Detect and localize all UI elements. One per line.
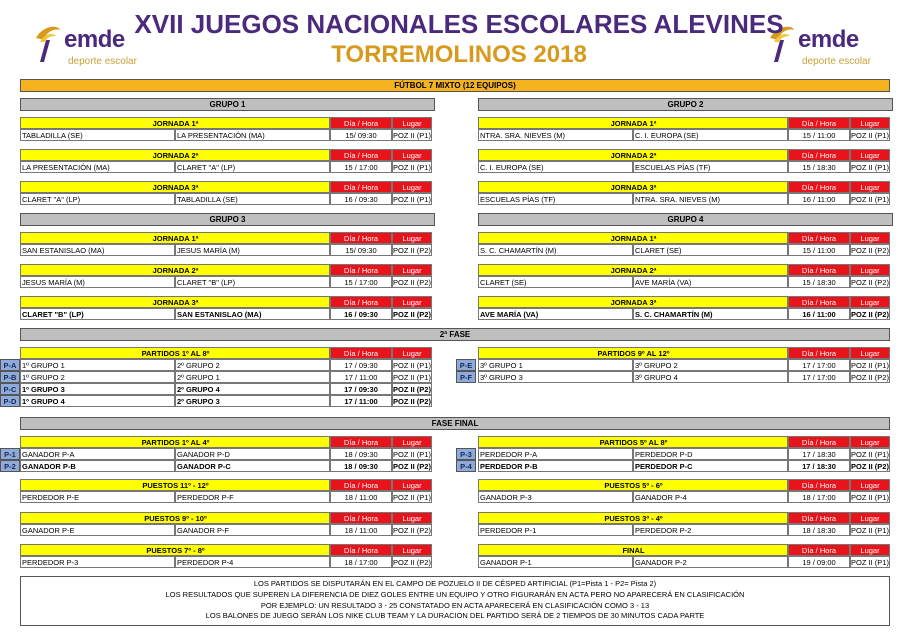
match-venue: POZ II (P1) <box>851 493 889 502</box>
match-time: 17 / 11:00 <box>330 395 392 407</box>
team-away: 3º GRUPO 2 <box>633 359 788 371</box>
group-header: GRUPO 4 <box>478 213 893 226</box>
match-row <box>20 524 432 536</box>
dia-hora-header: Día / Hora <box>788 479 850 491</box>
jornada-label: PARTIDOS 5º AL 8º <box>478 436 788 448</box>
lugar-header: Lugar <box>392 347 432 359</box>
group-header: GRUPO 1 <box>20 98 435 111</box>
match-venue: POZ II (P2) <box>393 385 431 394</box>
match-row <box>20 556 432 568</box>
match-block <box>20 264 432 288</box>
team-home: 1º GRUPO 3 <box>20 383 175 395</box>
match-row <box>478 460 890 472</box>
match-time: 17 / 18:30 <box>788 448 850 460</box>
lugar-header: Lugar <box>392 479 432 491</box>
match-row <box>20 383 432 395</box>
match-venue: POZ II (P2) <box>851 373 889 382</box>
match-time: 15 / 11:00 <box>788 129 850 141</box>
lugar-header: Lugar <box>392 117 432 129</box>
match-venue: POZ II (P2) <box>851 246 889 255</box>
match-block <box>20 296 432 320</box>
team-away: JESUS MARÍA (M) <box>175 244 330 256</box>
team-away: GANADOR P-D <box>175 448 330 460</box>
team-away: PERDEDOR P-4 <box>175 556 330 568</box>
match-venue: POZ II (P2) <box>393 246 431 255</box>
team-home: PERDEDOR P-3 <box>20 556 175 568</box>
note-line: LOS PARTIDOS SE DISPUTARÁN EN EL CAMPO DE POZUELO II DE CÉSPED ARTIFICIAL (P1=Pista 1 - P2= Pista 2) <box>253 579 657 588</box>
block-header <box>478 544 890 556</box>
team-home: LA PRESENTACIÓN (MA) <box>20 161 175 173</box>
dia-hora-header: Día / Hora <box>788 436 850 448</box>
match-block <box>478 436 890 472</box>
match-venue: POZ II (P1) <box>393 493 431 502</box>
match-venue: POZ II (P2) <box>393 462 431 471</box>
block-header <box>20 149 432 161</box>
block-header <box>478 347 890 359</box>
match-venue: POZ II (P1) <box>851 526 889 535</box>
match-block <box>478 544 890 568</box>
match-time: 18 / 17:00 <box>788 491 850 503</box>
match-time: 18 / 11:00 <box>330 491 392 503</box>
team-home: 3º GRUPO 1 <box>478 359 633 371</box>
match-row <box>478 371 890 383</box>
block-header <box>478 512 890 524</box>
block-header <box>20 117 432 129</box>
competition-bar: FÚTBOL 7 MIXTO (12 EQUIPOS) <box>20 79 890 92</box>
team-home: CLARET "B" (LP) <box>20 308 175 320</box>
jornada-label: JORNADA 2ª <box>478 264 788 276</box>
team-away: 2º GRUPO 3 <box>175 395 330 407</box>
lugar-header: Lugar <box>850 512 890 524</box>
note-line: POR EJEMPLO: UN RESULTADO 3 - 25 CONSTATADO EN ACTA APARECERÁ EN CLASIFICACIÓN COMO 3 - 13 <box>260 600 650 610</box>
dia-hora-header: Día / Hora <box>788 232 850 244</box>
team-away: CLARET (SE) <box>633 244 788 256</box>
logo-brand: emde <box>64 26 125 53</box>
match-time: 17 / 11:00 <box>330 371 392 383</box>
jornada-label: JORNADA 3ª <box>20 181 330 193</box>
block-header <box>20 544 432 556</box>
match-venue: POZ II (P2) <box>851 310 889 319</box>
team-home: GANADOR P-A <box>20 448 175 460</box>
match-time: 16 / 11:00 <box>788 193 850 205</box>
match-block <box>478 296 890 320</box>
dia-hora-header: Día / Hora <box>330 264 392 276</box>
match-row <box>20 448 432 460</box>
match-code-tag: P-B <box>0 371 20 383</box>
match-time: 18 / 09:30 <box>330 448 392 460</box>
team-away: GANADOR P-F <box>175 524 330 536</box>
team-home: 1º GRUPO 1 <box>20 359 175 371</box>
team-away: S. C. CHAMARTÍN (M) <box>633 308 788 320</box>
team-home: ESCUELAS PÍAS (TF) <box>478 193 633 205</box>
block-header <box>20 479 432 491</box>
block-header <box>20 436 432 448</box>
match-row <box>478 308 890 320</box>
team-home: PERDEDOR P-B <box>478 460 633 472</box>
jornada-label: JORNADA 2ª <box>20 264 330 276</box>
lugar-header: Lugar <box>850 264 890 276</box>
lugar-header: Lugar <box>850 181 890 193</box>
team-away: GANADOR P-C <box>175 460 330 472</box>
match-time: 15/ 09:30 <box>330 129 392 141</box>
jornada-label: JORNADA 3ª <box>478 181 788 193</box>
match-row <box>20 460 432 472</box>
block-header <box>20 181 432 193</box>
team-home: 3º GRUPO 3 <box>478 371 633 383</box>
match-code-tag: P-E <box>456 359 476 371</box>
match-block <box>20 149 432 173</box>
dia-hora-header: Día / Hora <box>788 117 850 129</box>
lugar-header: Lugar <box>850 296 890 308</box>
match-code-tag: P-3 <box>456 448 476 460</box>
team-away: CLARET "B" (LP) <box>175 276 330 288</box>
match-row <box>478 359 890 371</box>
match-time: 18 / 18:30 <box>788 524 850 536</box>
phase-header: 2ª FASE <box>20 328 890 341</box>
match-venue: POZ II (P1) <box>393 361 431 370</box>
lugar-header: Lugar <box>392 264 432 276</box>
match-block <box>20 479 432 503</box>
match-venue: POZ II (P1) <box>851 131 889 140</box>
match-time: 17 / 17:00 <box>788 359 850 371</box>
team-home: GANADOR P-B <box>20 460 175 472</box>
jornada-label: JORNADA 1ª <box>20 232 330 244</box>
dia-hora-header: Día / Hora <box>788 264 850 276</box>
match-row <box>20 491 432 503</box>
match-venue: POZ II (P1) <box>393 131 431 140</box>
match-code-tag: P-2 <box>0 460 20 472</box>
team-home: 1º GRUPO 2 <box>20 371 175 383</box>
match-row <box>20 308 432 320</box>
match-row <box>20 193 432 205</box>
team-home: SAN ESTANISLAO (MA) <box>20 244 175 256</box>
dia-hora-header: Día / Hora <box>330 436 392 448</box>
team-away: ESCUELAS PÍAS (TF) <box>633 161 788 173</box>
team-away: AVE MARÍA (VA) <box>633 276 788 288</box>
match-venue: POZ II (P1) <box>851 163 889 172</box>
match-block <box>20 232 432 256</box>
logo-sub: deporte escolar <box>68 56 137 67</box>
lugar-header: Lugar <box>392 512 432 524</box>
match-venue: POZ II (P2) <box>393 526 431 535</box>
team-away: CLARET "A" (LP) <box>175 161 330 173</box>
match-time: 19 / 09:00 <box>788 556 850 568</box>
lugar-header: Lugar <box>392 232 432 244</box>
block-header <box>20 264 432 276</box>
match-time: 18 / 17:00 <box>330 556 392 568</box>
match-row <box>20 244 432 256</box>
dia-hora-header: Día / Hora <box>788 149 850 161</box>
match-time: 17 / 17:00 <box>788 371 850 383</box>
match-code-tag: P-A <box>0 359 20 371</box>
team-away: PERDEDOR P-C <box>633 460 788 472</box>
match-block <box>20 117 432 141</box>
team-home: GANADOR P-3 <box>478 491 633 503</box>
match-block <box>478 232 890 256</box>
notes-box <box>20 576 890 626</box>
match-row <box>478 524 890 536</box>
block-header <box>478 181 890 193</box>
match-time: 15 / 11:00 <box>788 244 850 256</box>
match-time: 15/ 09:30 <box>330 244 392 256</box>
lugar-header: Lugar <box>392 436 432 448</box>
jornada-label: PARTIDOS 1º AL 8º <box>20 347 330 359</box>
match-block <box>478 149 890 173</box>
match-venue: POZ II (P1) <box>393 373 431 382</box>
team-away: PERDEDOR P-2 <box>633 524 788 536</box>
match-time: 15 / 18:30 <box>788 276 850 288</box>
match-row <box>20 359 432 371</box>
jornada-label: PARTIDOS 9º AL 12º <box>478 347 788 359</box>
match-venue: POZ II (P1) <box>393 195 431 204</box>
jornada-label: JORNADA 3ª <box>20 296 330 308</box>
lugar-header: Lugar <box>850 232 890 244</box>
jornada-label: JORNADA 3ª <box>478 296 788 308</box>
dia-hora-header: Día / Hora <box>330 232 392 244</box>
match-time: 18 / 09:30 <box>330 460 392 472</box>
team-home: PERDEDOR P-1 <box>478 524 633 536</box>
lugar-header: Lugar <box>392 544 432 556</box>
match-time: 16 / 11:00 <box>788 308 850 320</box>
match-venue: POZ II (P1) <box>851 558 889 567</box>
dia-hora-header: Día / Hora <box>788 296 850 308</box>
match-block <box>20 181 432 205</box>
block-header <box>20 232 432 244</box>
dia-hora-header: Día / Hora <box>330 181 392 193</box>
lugar-header: Lugar <box>392 296 432 308</box>
jornada-label: PUESTOS 7º - 8º <box>20 544 330 556</box>
match-row <box>20 129 432 141</box>
match-venue: POZ II (P1) <box>393 450 431 459</box>
jornada-label: JORNADA 2ª <box>20 149 330 161</box>
match-block <box>478 347 890 383</box>
match-row <box>20 161 432 173</box>
team-away: LA PRESENTACIÓN (MA) <box>175 129 330 141</box>
match-block <box>478 479 890 503</box>
match-venue: POZ II (P2) <box>851 462 889 471</box>
match-row <box>478 193 890 205</box>
block-header <box>20 512 432 524</box>
block-header <box>20 296 432 308</box>
match-venue: POZ II (P1) <box>851 361 889 370</box>
team-home: CLARET (SE) <box>478 276 633 288</box>
block-header <box>478 479 890 491</box>
block-header <box>20 347 432 359</box>
match-block <box>478 181 890 205</box>
lugar-header: Lugar <box>392 149 432 161</box>
jornada-label: JORNADA 2ª <box>478 149 788 161</box>
team-away: GANADOR P-2 <box>633 556 788 568</box>
lugar-header: Lugar <box>392 181 432 193</box>
jornada-label: JORNADA 1ª <box>478 117 788 129</box>
match-code-tag: P-C <box>0 383 20 395</box>
match-time: 15 / 17:00 <box>330 161 392 173</box>
match-block <box>20 512 432 536</box>
note-line: LOS RESULTADOS QUE SUPEREN LA DIFERENCIA DE DIEZ GOLES ENTRE UN EQUIPO Y OTRO FIGURARÁN EN ACTA PERO NO APARECERÁ EN CLASIFICACIÓN <box>165 589 745 599</box>
match-row <box>20 371 432 383</box>
block-header <box>478 149 890 161</box>
block-header <box>478 436 890 448</box>
team-away: NTRA. SRA. NIEVES (M) <box>633 193 788 205</box>
jornada-label: PUESTOS 3º - 4º <box>478 512 788 524</box>
block-header <box>478 232 890 244</box>
match-row <box>478 244 890 256</box>
note-line: LOS BALONES DE JUEGO SERÁN LOS NIKE CLUB TEAM Y LA DURACION DEL PARTIDO SERÁ DE 2 TIEMPOS DE 30 MINUTOS CADA PARTE <box>205 611 705 621</box>
match-time: 15 / 18:30 <box>788 161 850 173</box>
match-code-tag: P-4 <box>456 460 476 472</box>
match-block <box>478 512 890 536</box>
dia-hora-header: Día / Hora <box>788 512 850 524</box>
match-row <box>478 276 890 288</box>
dia-hora-header: Día / Hora <box>330 512 392 524</box>
page-title: XVII JUEGOS NACIONALES ESCOLARES ALEVINES <box>134 9 784 39</box>
block-header <box>478 264 890 276</box>
match-venue: POZ II (P2) <box>393 397 431 406</box>
match-venue: POZ II (P2) <box>393 558 431 567</box>
block-header <box>478 117 890 129</box>
match-block <box>478 117 890 141</box>
match-time: 17 / 09:30 <box>330 359 392 371</box>
match-venue: POZ II (P1) <box>851 195 889 204</box>
team-home: GANADOR P-E <box>20 524 175 536</box>
group-header: GRUPO 3 <box>20 213 435 226</box>
match-row <box>478 448 890 460</box>
jornada-label: PUESTOS 11º - 12º <box>20 479 330 491</box>
jornada-label: JORNADA 1ª <box>478 232 788 244</box>
match-time: 15 / 17:00 <box>330 276 392 288</box>
dia-hora-header: Día / Hora <box>788 544 850 556</box>
logo-sub: deporte escolar <box>802 56 871 67</box>
match-row <box>478 161 890 173</box>
dia-hora-header: Día / Hora <box>330 117 392 129</box>
team-home: PERDEDOR P-E <box>20 491 175 503</box>
jornada-label: PUESTOS 9º - 10º <box>20 512 330 524</box>
lugar-header: Lugar <box>850 149 890 161</box>
match-venue: POZ II (P2) <box>393 310 431 319</box>
dia-hora-header: Día / Hora <box>788 347 850 359</box>
jornada-label: FINAL <box>478 544 788 556</box>
match-row <box>20 276 432 288</box>
match-venue: POZ II (P1) <box>851 450 889 459</box>
lugar-header: Lugar <box>850 436 890 448</box>
team-home: TABLADILLA (SE) <box>20 129 175 141</box>
dia-hora-header: Día / Hora <box>330 544 392 556</box>
match-block <box>478 264 890 288</box>
lugar-header: Lugar <box>850 479 890 491</box>
match-code-tag: P-D <box>0 395 20 407</box>
match-code-tag: P-F <box>456 371 476 383</box>
team-home: PERDEDOR P-A <box>478 448 633 460</box>
team-away: SAN ESTANISLAO (MA) <box>175 308 330 320</box>
match-row <box>20 395 432 407</box>
lugar-header: Lugar <box>850 544 890 556</box>
match-venue: POZ II (P1) <box>393 163 431 172</box>
match-time: 17 / 18:30 <box>788 460 850 472</box>
team-away: 2º GRUPO 2 <box>175 359 330 371</box>
team-away: 2º GRUPO 1 <box>175 371 330 383</box>
dia-hora-header: Día / Hora <box>788 181 850 193</box>
match-row <box>478 129 890 141</box>
match-row <box>478 491 890 503</box>
match-block <box>20 347 432 407</box>
dia-hora-header: Día / Hora <box>330 296 392 308</box>
jornada-label: JORNADA 1ª <box>20 117 330 129</box>
team-away: TABLADILLA (SE) <box>175 193 330 205</box>
phase-header: FASE FINAL <box>20 417 890 430</box>
match-time: 16 / 09:30 <box>330 193 392 205</box>
lugar-header: Lugar <box>850 347 890 359</box>
team-home: S. C. CHAMARTÍN (M) <box>478 244 633 256</box>
team-home: C. I. EUROPA (SE) <box>478 161 633 173</box>
jornada-label: PUESTOS 5º - 6º <box>478 479 788 491</box>
match-time: 17 / 09:30 <box>330 383 392 395</box>
match-block <box>20 544 432 568</box>
team-away: C. I. EUROPA (SE) <box>633 129 788 141</box>
dia-hora-header: Día / Hora <box>330 149 392 161</box>
team-home: CLARET "A" (LP) <box>20 193 175 205</box>
dia-hora-header: Día / Hora <box>330 479 392 491</box>
team-away: 2º GRUPO 4 <box>175 383 330 395</box>
logo-brand: emde <box>798 26 859 53</box>
team-home: GANADOR P-1 <box>478 556 633 568</box>
match-time: 16 / 09:30 <box>330 308 392 320</box>
team-away: GANADOR P-4 <box>633 491 788 503</box>
team-home: 1º GRUPO 4 <box>20 395 175 407</box>
group-header: GRUPO 2 <box>478 98 893 111</box>
team-home: NTRA. SRA. NIEVES (M) <box>478 129 633 141</box>
match-venue: POZ II (P2) <box>393 278 431 287</box>
team-away: 3º GRUPO 4 <box>633 371 788 383</box>
team-away: PERDEDOR P-D <box>633 448 788 460</box>
jornada-label: PARTIDOS 1º AL 4º <box>20 436 330 448</box>
match-code-tag: P-1 <box>0 448 20 460</box>
team-home: AVE MARÍA (VA) <box>478 308 633 320</box>
page-subtitle: TORREMOLINOS 2018 <box>331 41 587 68</box>
block-header <box>478 296 890 308</box>
match-time: 18 / 11:00 <box>330 524 392 536</box>
team-home: JESUS MARÍA (M) <box>20 276 175 288</box>
team-away: PERDEDOR P-F <box>175 491 330 503</box>
match-venue: POZ II (P2) <box>851 278 889 287</box>
lugar-header: Lugar <box>850 117 890 129</box>
match-block <box>20 436 432 472</box>
dia-hora-header: Día / Hora <box>330 347 392 359</box>
match-row <box>478 556 890 568</box>
